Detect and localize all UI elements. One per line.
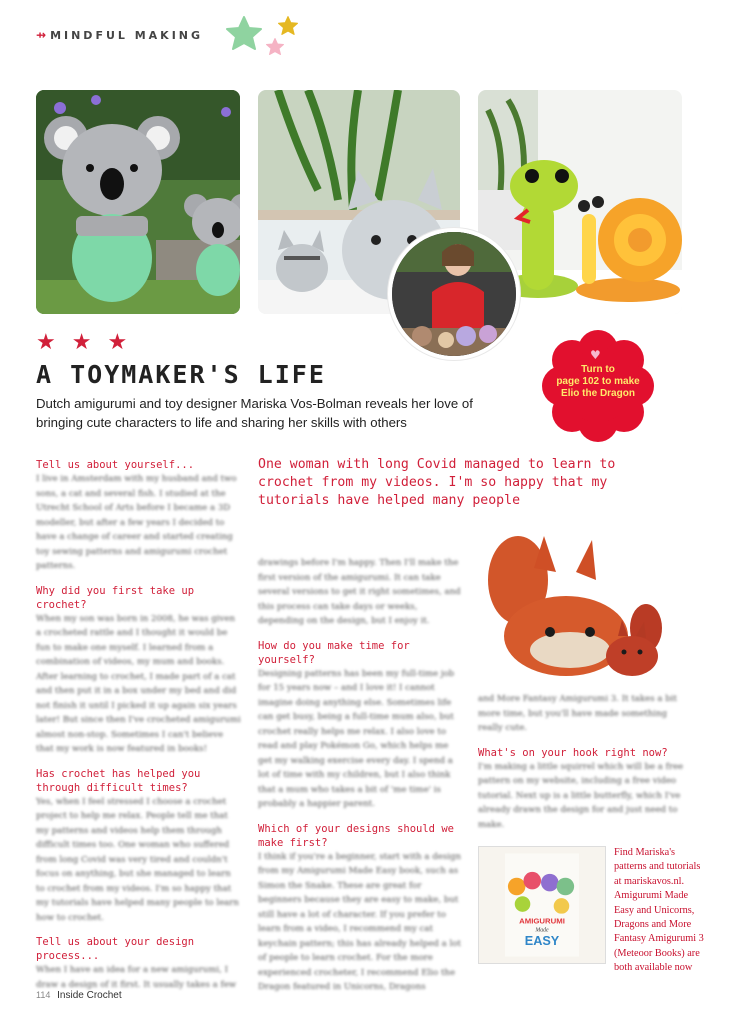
- answer-text: Designing patterns has been my full-time job for 15 years now – and I love it! I cannot imagine doing anything else. Sometimes life can get busy, being a full-time mum also, but crochet really helps me relax. I also love to read and play Pokémon Go, which helps me get my walking exercise every day. I spend a lot of time with my children, but I also think that a mum who takes a bit of 'me time' is probably a happier parent.: [258, 668, 455, 809]
- answer-text: and More Fantasy Amigurumi 3. It takes a bit more time, but you'll have made something really cute.: [478, 694, 677, 733]
- section-header: [36, 28, 203, 42]
- answer-text: Yes, when I feel stressed I choose a crochet project to help me relax. People tell me that my patterns and videos help them through difficult times too. One woman who suffered from long Covid was very tired and couldn't focus on anything, but she managed to learn to crochet from my videos. I'm so happy that my tutorials have helped many people to learn how to crochet.: [36, 796, 239, 923]
- question-heading: How do you make time for yourself?: [258, 639, 410, 666]
- page-number: 114: [36, 990, 51, 1000]
- rating-stars: [36, 330, 127, 355]
- book-cover-title: AMIGURUMI: [519, 916, 565, 926]
- page-reference-badge: [542, 330, 654, 442]
- squirrel-amigurumi-photo: [474, 528, 690, 678]
- star-icon: ★: [71, 330, 92, 355]
- green-star-icon: [226, 16, 262, 50]
- article-title: A TOYMAKER'S LIFE: [36, 360, 326, 389]
- page-footer: [36, 990, 122, 1001]
- pink-star-icon: [266, 38, 284, 55]
- question-heading: Which of your designs should we make first?: [258, 822, 454, 849]
- magazine-name: Inside Crochet: [57, 990, 122, 1001]
- column-1: [36, 458, 242, 992]
- question-heading: Why did you first take up crochet?: [36, 584, 195, 611]
- standfirst: Dutch amigurumi and toy designer Mariska Vos-Bolman reveals her love of bringing cute characters to life and sharing her skills with others: [36, 396, 473, 430]
- section-label: MINDFUL MAKING: [50, 28, 204, 42]
- answer-text: When my son was born in 2008, he was given a crocheted rattle and I thought it would be fun to make one myself. I learned from a combination of videos, my mum and books. After learning to crochet, I made part of a cat and then put it in a box under my bed and did not finish it until I picked it up again six years later! But since then I've crocheted amigurumi almost non-stop. Sometimes I can't believe that my work is now featured in books!: [36, 613, 241, 754]
- answer-text: When I have an idea for a new amigurumi, I draw a design of it first. It usually takes a few: [36, 965, 237, 990]
- koala-amigurumi-photo: [36, 90, 240, 314]
- question-heading: Has crochet has helped you through difficult times?: [36, 767, 201, 794]
- answer-text: I live in Amsterdam with my husband and two sons, a cat and several fish. I studied at the Utrecht School of Arts before I became a 3D modeller, but after a few years I decided to have a change of career and started creating toy sewing patterns and amigurumi crochet patterns.: [36, 474, 237, 571]
- star-icon: ★: [107, 330, 128, 355]
- book-cover-image: [478, 846, 606, 964]
- pull-quote: One woman with long Covid managed to learn to crochet from my videos. I'm so happy that my tutorials have helped many people: [258, 457, 616, 508]
- book-caption: Find Mariska's patterns and tutorials at mariskavos.nl. Amigurumi Made Easy and Unicorns, Dragons and More Fantasy Amigurumi 3 (Meteoor Books) are both available now: [614, 847, 704, 974]
- question-heading: Tell us about your design process...: [36, 936, 195, 962]
- question-heading: Tell us about yourself...: [36, 459, 195, 471]
- column-2: [258, 556, 464, 995]
- question-heading: What's on your hook right now?: [478, 746, 668, 759]
- star-icon: ★: [36, 330, 56, 355]
- yellow-star-icon: [278, 16, 298, 35]
- answer-text: I think if you're a beginner, start with a design from my Amigurumi Made Easy book, such as Simon the Snake. These are great for beginners because they are easy to make, but still have a lot of character. If you prefer to learn from a video, I recommend my cat keychain pattern; this has already helped a lot of people to learn crochet. For the more experienced crocheter, I recommend Elio the Dragon featured in Unicorns, Dragons: [258, 851, 462, 992]
- answer-text: I'm making a little squirrel which will be a free pattern on my website, including a free video tutorial. Next up is a little butterfly, which I've already drawn the design for and just need to make.: [478, 761, 684, 830]
- arrow-icon: ⇸: [36, 28, 45, 42]
- heart-icon: ♥: [590, 348, 601, 362]
- answer-text: drawings before I'm happy. Then I'll make the first version of the amigurumi. It can take several versions to get it right sometimes, and this process can take days or weeks, depending on the design, but I enjoy it.: [258, 558, 461, 626]
- designer-portrait: [388, 228, 520, 360]
- column-3: [478, 692, 684, 832]
- book-cover-subtitle: Made: [535, 927, 549, 934]
- badge-text: Turn to page 102 to make Elio the Dragon: [556, 364, 640, 399]
- book-cover-title-large: EASY: [524, 933, 560, 948]
